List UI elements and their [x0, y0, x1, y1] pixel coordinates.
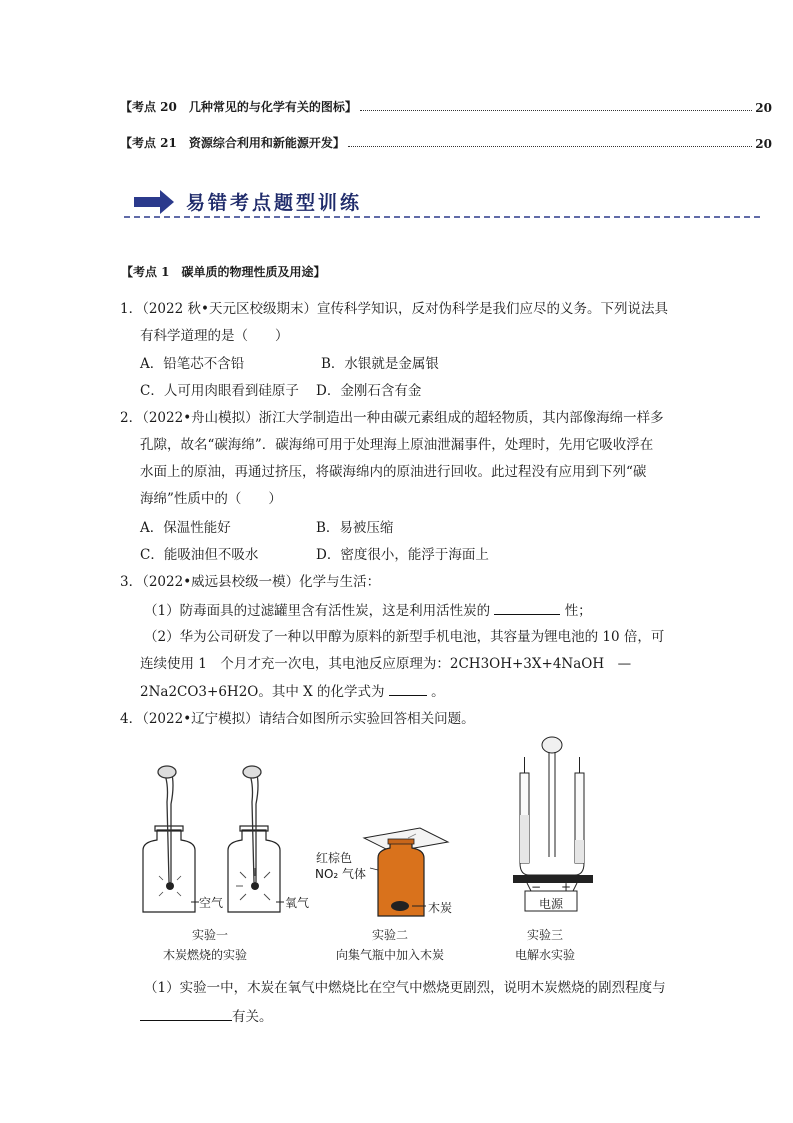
q3-part-2-line-3: 2Na2CO3+6H2O。其中 X 的化学式为 。 [140, 681, 445, 702]
exp2-gas-label-2: NO₂ 气体 [315, 867, 367, 881]
exp3-caption: 电解水实验 [514, 948, 575, 962]
exp2-charcoal-label: 木炭 [428, 901, 453, 915]
exp1-title: 实验一 [191, 928, 228, 942]
q3-blank-1[interactable] [494, 600, 560, 615]
q1-option-a: A．铅笔芯不含铅 [140, 356, 245, 372]
q1-line-1: 1．（2022 秋•天元区校级期末）宣传科学知识，反对伪科学是我们应尽的义务。下列说法具 [120, 301, 668, 317]
power-plus-label: + [561, 880, 572, 894]
experiment-3-figure [505, 735, 605, 915]
charcoal-icon [166, 882, 174, 890]
q2-option-b: B．易被压缩 [316, 520, 394, 536]
power-minus-label: − [531, 880, 542, 894]
base-stand [513, 875, 593, 883]
banner-title: 易错考点题型训练 [186, 192, 363, 214]
toc-page: 20 [755, 137, 772, 151]
q4-line-1: 4．（2022•辽宁模拟）请结合如图所示实验回答相关问题。 [120, 711, 475, 727]
charcoal-icon [251, 882, 259, 890]
reservoir-bulb [542, 737, 562, 753]
q2-option-a: A．保温性能好 [140, 520, 231, 536]
q2-option-c: C．能吸油但不吸水 [140, 547, 259, 563]
power-supply-label: 电源 [538, 897, 563, 911]
exp2-title: 实验二 [371, 928, 408, 942]
exp2-gas-label-1: 红棕色 [316, 851, 353, 865]
exp2-caption: 向集气瓶中加入木炭 [335, 948, 444, 962]
q1-line-2: 有科学道理的是（ ） [140, 328, 289, 344]
exp3-title: 实验三 [526, 928, 563, 942]
tongs-icon [158, 766, 176, 882]
q2-option-d: D．密度很小，能浮于海面上 [316, 547, 489, 563]
q3-part-1: （1）防毒面具的过滤罐里含有活性炭，这是利用活性炭的 性； [144, 600, 592, 621]
q2-line-1: 2．（2022•舟山模拟）浙江大学制造出一种由碳元素组成的超轻物质，其内部像海绵一样多 [120, 410, 664, 426]
q3-part-2-line-2: 连续使用 1 个月才充一次电，其电池反应原理为：2CH3OH+3X+4NaOH — [140, 656, 632, 672]
q2-line-3: 水面上的原油，再通过挤压，将碳海绵内的原油进行回收。此过程没有应用到下列“碳 [140, 464, 647, 480]
q1-option-d: D．金刚石含有金 [316, 383, 422, 399]
toc-page: 20 [755, 101, 772, 115]
toc-leader [360, 110, 752, 111]
q3-part-2-line-1: （2）华为公司研发了一种以甲醇为原料的新型手机电池，其容量为锂电池的 10 倍，可 [144, 629, 665, 645]
toc-row-21[interactable] [120, 131, 772, 151]
section-title: 【考点 1 碳单质的物理性质及用途】 [121, 265, 326, 279]
toc-title: 【考点 21 资源综合利用和新能源开发】 [120, 136, 345, 150]
exp1-oxygen-label: 氧气 [285, 896, 310, 910]
q4-blank-1[interactable] [140, 1006, 232, 1021]
toc-title: 【考点 20 几种常见的与化学有关的图标】 [120, 100, 357, 114]
arrow-right-icon [134, 190, 174, 214]
q1-option-c: C．人可用肉眼看到硅原子 [140, 383, 299, 399]
q3-line-1: 3．（2022•威远县校级一模）化学与生活： [120, 574, 381, 590]
q3-blank-2[interactable] [389, 681, 427, 696]
tongs-icon [243, 766, 261, 882]
q4-sub1-line-2: 有关。 [140, 1006, 273, 1027]
toc-leader [348, 146, 752, 147]
q2-line-2: 孔隙，故名“碳海绵”．碳海绵可用于处理海上原油泄漏事件，处理时，先用它吸收浮在 [140, 437, 654, 453]
exp1-air-label: 空气 [199, 896, 224, 910]
toc-row-20[interactable] [120, 95, 772, 115]
q1-option-b: B．水银就是金属银 [321, 356, 439, 372]
q4-sub1-line-1: （1）实验一中，木炭在氧气中燃烧比在空气中燃烧更剧烈，说明木炭燃烧的剧烈程度与 [144, 980, 666, 996]
q2-line-4: 海绵”性质中的（ ） [140, 491, 282, 507]
charcoal-icon [391, 901, 409, 911]
exp1-caption: 木炭燃烧的实验 [162, 948, 247, 962]
